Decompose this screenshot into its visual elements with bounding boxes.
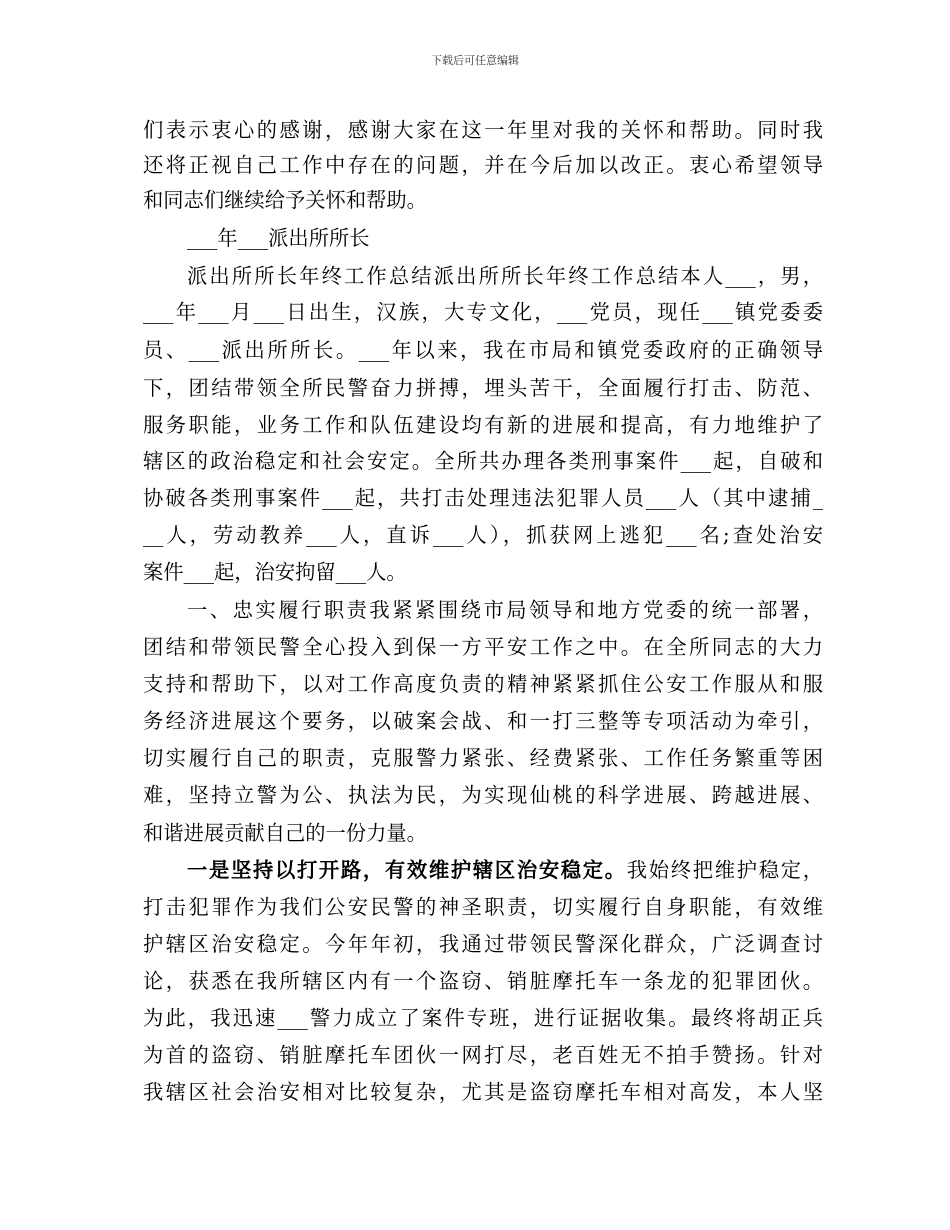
text-line: 团结和带领民警全心投入到保一方平安工作之中。在全所同志的大力 xyxy=(143,635,823,659)
text-line: 协破各类刑事案件___起，共打击处理违法犯罪人员___人（其中逮捕_ xyxy=(143,486,823,510)
text-line: 派出所所长年终工作总结派出所所长年终工作总结本人___，男， xyxy=(187,264,823,288)
text-line: 为首的盗窃、销脏摩托车团伙一网打尽，老百姓无不拍手赞扬。针对 xyxy=(143,1043,823,1067)
text-line: 们表示衷心的感谢，感谢大家在这一年里对我的关怀和帮助。同时我 xyxy=(143,118,823,142)
text-line: ___年___月___日出生，汉族，大专文化，___党员，现任___镇党委委 xyxy=(143,300,823,324)
text-line: __人，劳动教养___人，直诉___人），抓获网上逃犯___名;查处治安 xyxy=(143,523,823,547)
bold-lead-text: 一是坚持以打开路，有效维护辖区治安稳定。 xyxy=(187,858,627,882)
text-line: 支持和帮助下，以对工作高度负责的精神紧紧抓住公安工作服从和服 xyxy=(143,672,823,696)
text-line: 和谐进展贡献自己的一份力量。 xyxy=(143,821,427,845)
text-line: 案件___起，治安拘留___人。 xyxy=(143,560,407,584)
text-line: 务经济进展这个要务，以破案会战、和一打三整等专项活动为牵引， xyxy=(143,709,823,733)
text-line: 我辖区社会治安相对比较复杂，尤其是盗窃摩托车相对高发，本人坚 xyxy=(143,1080,823,1104)
page-header-note: 下载后可任意编辑 xyxy=(431,54,519,67)
text-line: 员、___派出所所长。___年以来，我在市局和镇党委政府的正确领导 xyxy=(143,338,823,362)
text-line: 为此，我迅速___警力成立了案件专班，进行证据收集。最终将胡正兵 xyxy=(143,1006,823,1030)
text-line: 还将正视自己工作中存在的问题，并在今后加以改正。衷心希望领导 xyxy=(143,153,823,177)
text-line: 下，团结带领全所民警奋力拼搏，埋头苦干，全面履行打击、防范、 xyxy=(143,376,823,400)
text-line: 辖区的政治稳定和社会安定。全所共办理各类刑事案件___起，自破和 xyxy=(143,449,823,473)
text-line-mixed xyxy=(187,855,823,885)
text-line: 打击犯罪作为我们公安民警的神圣职责，切实履行自身职能，有效维 xyxy=(143,895,823,919)
text-line: 论，获悉在我所辖区内有一个盗窃、销脏摩托车一条龙的犯罪团伙。 xyxy=(143,969,823,993)
text-line: 切实履行自己的职责，克服警力紧张、经费紧张、工作任务繁重等困 xyxy=(143,746,823,770)
text-line: 和同志们继续给予关怀和帮助。 xyxy=(143,188,427,212)
text-continuation: 我始终把维护稳定， xyxy=(626,858,823,882)
text-line: 护辖区治安稳定。今年年初，我通过带领民警深化群众，广泛调查讨 xyxy=(143,932,823,956)
text-line: 一、忠实履行职责我紧紧围绕市局领导和地方党委的统一部署， xyxy=(187,598,823,622)
text-line: 难，坚持立警为公、执法为民，为实现仙桃的科学进展、跨越进展、 xyxy=(143,783,823,807)
text-line: 服务职能，业务工作和队伍建设均有新的进展和提高，有力地维护了 xyxy=(143,413,823,437)
text-line: ___年___派出所所长 xyxy=(187,226,370,250)
